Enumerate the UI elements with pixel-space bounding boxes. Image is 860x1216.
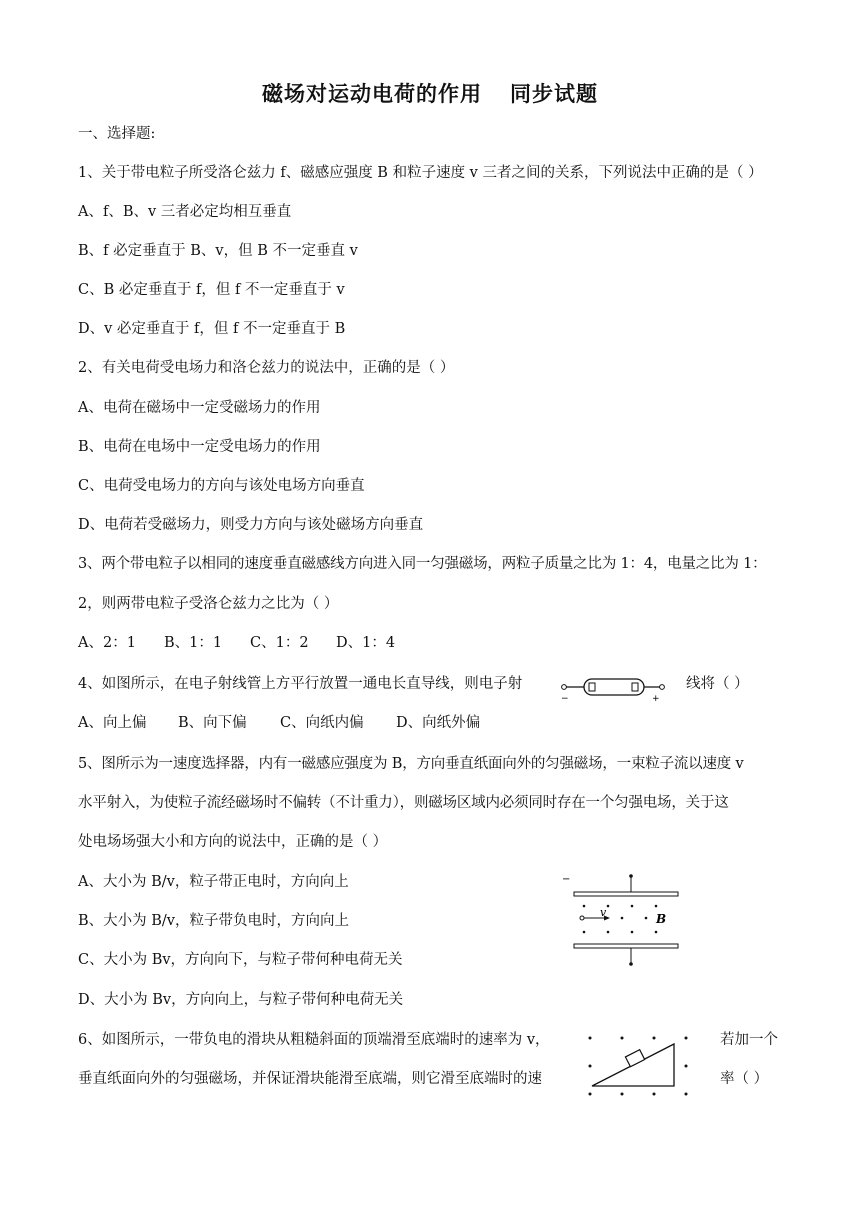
q3-stem-line2: 2，则两带电粒子受洛仑兹力之比为（ ）	[78, 596, 339, 612]
incline-figure	[578, 1030, 698, 1102]
velocity-selector-figure	[560, 870, 690, 970]
section-heading: 一、选择题:	[78, 126, 156, 142]
page-title	[0, 78, 860, 108]
q4-stem-left: 4、如图所示，在电子射线管上方平行放置一通电长直导线，则电子射	[78, 676, 523, 692]
q2-option-a: A、电荷在磁场中一定受磁场力的作用	[78, 400, 321, 416]
q4-stem-right: 线将（ ）	[686, 676, 749, 692]
q5-stem-line1: 5、图所示为一速度选择器，内有一磁感应强度为 B，方向垂直纸面向外的匀强磁场，一束粒子流以速度 v	[78, 756, 744, 772]
q6-stem-line1-left: 6、如图所示，一带负电的滑块从粗糙斜面的顶端滑至底端时的速率为 v，	[78, 1032, 550, 1048]
q1-option-b: B、f 必定垂直于 B、v，但 B 不一定垂直 v	[78, 243, 358, 259]
fig-b-label: B	[656, 912, 667, 926]
q3-option-a: A、2：1	[78, 635, 136, 651]
q5-stem-line2: 水平射入，为使粒子流经磁场时不偏转（不计重力），则磁场区域内必须同时存在一个匀强电场，关于这	[78, 795, 729, 811]
q2-stem: 2、有关电荷受电场力和洛仑兹力的说法中，正确的是（ ）	[78, 360, 455, 376]
q6-stem-line2-right: 率（ ）	[720, 1071, 769, 1087]
q1-option-c: C、B 必定垂直于 f，但 f 不一定垂直于 v	[78, 282, 345, 298]
q3-option-c: C、1：2	[250, 635, 309, 651]
q3-option-b: B、1：1	[164, 635, 223, 651]
fig-dash-label: −	[562, 874, 571, 885]
q2-option-c: C、电荷受电场力的方向与该处电场方向垂直	[78, 478, 365, 494]
q4-option-b: B、向下偏	[178, 715, 247, 731]
fig-v-label: v	[600, 906, 607, 919]
q5-option-a: A、大小为 B/v，粒子带正电时，方向向上	[78, 874, 349, 890]
q2-option-d: D、电荷若受磁场力，则受力方向与该处磁场方向垂直	[78, 517, 424, 533]
q1-option-a: A、f、B、v 三者必定均相互垂直	[78, 204, 292, 220]
fig-minus-label: −	[561, 694, 569, 702]
title-main: 磁场对运动电荷的作用	[262, 82, 482, 106]
q4-option-d: D、向纸外偏	[396, 715, 481, 731]
q3-stem-line1: 3、两个带电粒子以相同的速度垂直磁感线方向进入同一匀强磁场，两粒子质量之比为 1：4，电量之比为 1：	[78, 556, 767, 572]
q3-options	[78, 633, 395, 653]
q4-option-c: C、向纸内偏	[280, 715, 364, 731]
q2-option-b: B、电荷在电场中一定受电场力的作用	[78, 439, 321, 455]
q4-options	[78, 713, 480, 733]
q1-option-d: D、v 必定垂直于 f，但 f 不一定垂直于 B	[78, 321, 346, 337]
q6-stem-line1-right: 若加一个	[720, 1032, 778, 1048]
q5-option-d: D、大小为 Bv，方向向上，与粒子带何种电荷无关	[78, 992, 404, 1008]
q4-option-a: A、向上偏	[78, 715, 147, 731]
fig-plus-label: +	[652, 694, 660, 702]
electron-tube-figure	[560, 674, 670, 702]
q1-stem: 1、关于带电粒子所受洛仑兹力 f、磁感应强度 B 和粒子速度 v 三者之间的关系，下列说法中正确的是（ ）	[78, 165, 763, 181]
q6-stem-line2-left: 垂直纸面向外的匀强磁场，并保证滑块能滑至底端，则它滑至底端时的速	[78, 1071, 542, 1087]
q5-option-b: B、大小为 B/v，粒子带负电时，方向向上	[78, 913, 349, 929]
q5-option-c: C、大小为 Bv，方向向下，与粒子带何种电荷无关	[78, 952, 403, 968]
q3-option-d: D、1：4	[336, 635, 396, 651]
q5-stem-line3: 处电场场强大小和方向的说法中，正确的是（ ）	[78, 834, 388, 850]
title-sub: 同步试题	[510, 82, 598, 106]
